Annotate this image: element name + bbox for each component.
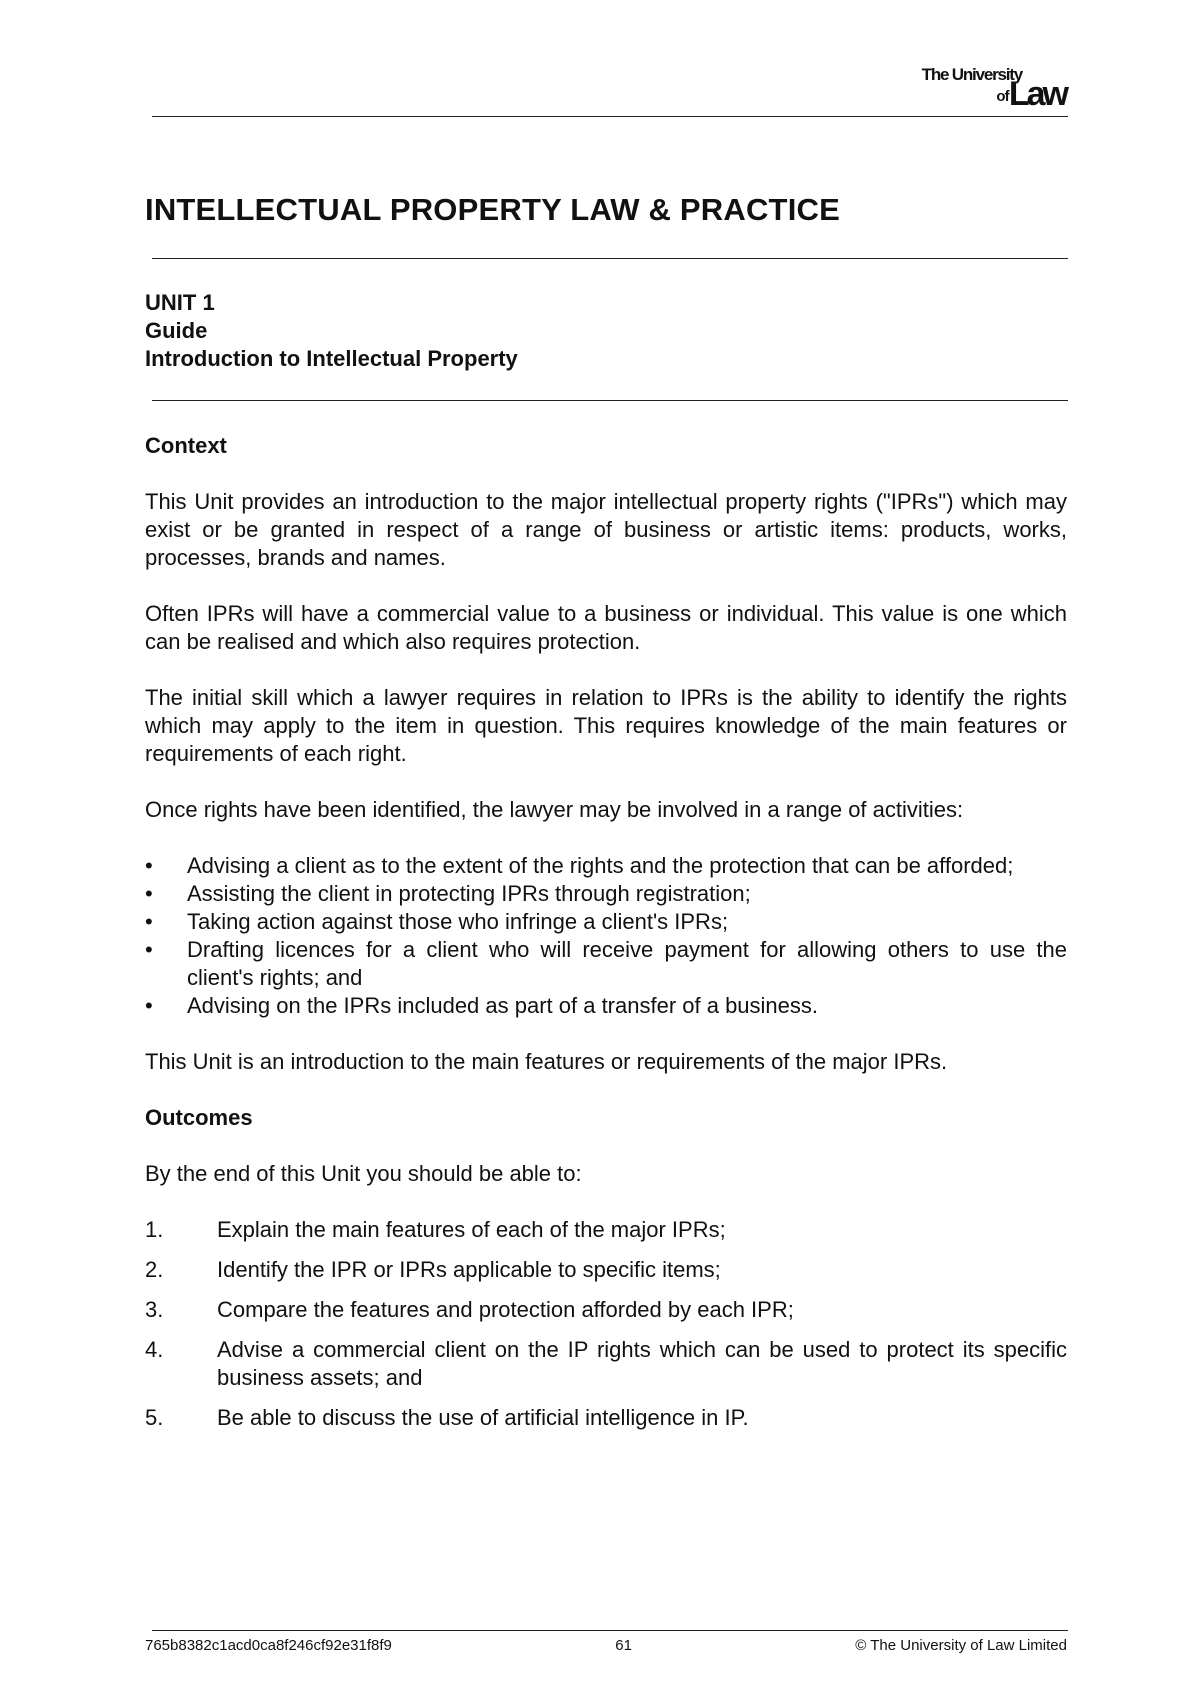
page-footer [145,1637,1067,1654]
unit-number: UNIT 1 [145,290,215,315]
unit-rule [152,400,1068,401]
item-number: 5. [145,1405,164,1430]
list-item [145,1296,1067,1324]
list-item [145,852,1067,880]
list-item [145,1256,1067,1284]
list-item-text: Advising on the IPRs included as part of a transfer of a business. [187,993,819,1018]
context-paragraph: This Unit provides an introduction to the major intellectual property rights ("IPRs") which may exist or be granted in respect of a range of business or artistic items: products, works, processes, brands and names. [145,489,1067,570]
context-heading: Context [145,433,227,458]
context-closing: This Unit is an introduction to the main features or requirements of the major IPRs. [145,1049,948,1074]
unit-type: Guide [145,318,208,343]
list-item [145,936,1067,992]
bullet-icon: • [145,993,153,1018]
list-item [145,992,1067,1020]
bullet-icon: • [145,881,153,906]
header-rule [152,116,1068,117]
logo-law-text: Law [1008,75,1066,113]
list-item-text: Taking action against those who infringe a client's IPRs; [187,909,729,934]
list-item [145,1404,1067,1432]
main-content [145,432,1067,1444]
unit-heading [145,289,518,373]
title-rule [152,258,1068,259]
list-item-text: Explain the main features of each of the major IPRs; [217,1217,726,1242]
list-item [145,880,1067,908]
bullet-icon: • [145,909,153,934]
item-number: 3. [145,1297,164,1322]
list-item-text: Identify the IPR or IPRs applicable to specific items; [217,1257,721,1282]
list-item-text: Advise a commercial client on the IP rights which can be used to protect its specific business assets; and [217,1337,1067,1390]
list-item [145,1336,1067,1392]
university-logo [922,66,1066,111]
activities-list [145,852,1067,1020]
bullet-icon: • [145,853,153,878]
context-paragraph: Often IPRs will have a commercial value to a business or individual. This value is one which can be realised and which also requires protection. [145,601,1067,654]
list-item-text: Compare the features and protection afforded by each IPR; [217,1297,794,1322]
list-item [145,908,1067,936]
copyright-notice: © The University of Law Limited [855,1637,1067,1654]
item-number: 1. [145,1217,164,1242]
logo-of-text: of [996,88,1009,105]
bullet-icon: • [145,937,153,962]
item-number: 4. [145,1337,164,1362]
context-paragraph: Once rights have been identified, the lawyer may be involved in a range of activities: [145,797,964,822]
list-item [145,1216,1067,1244]
list-item-text: Drafting licences for a client who will receive payment for allowing others to use the client's rights; and [187,937,1067,990]
outcomes-heading: Outcomes [145,1105,253,1130]
logo-university-text: The University [921,65,1022,84]
document-title: INTELLECTUAL PROPERTY LAW & PRACTICE [145,192,840,227]
list-item-text: Be able to discuss the use of artificial intelligence in IP. [217,1405,749,1430]
item-number: 2. [145,1257,164,1282]
list-item-text: Assisting the client in protecting IPRs through registration; [187,881,751,906]
footer-rule [152,1630,1068,1631]
outcomes-list [145,1216,1067,1432]
list-item-text: Advising a client as to the extent of the rights and the protection that can be afforded; [187,853,1014,878]
unit-name: Introduction to Intellectual Property [145,346,518,371]
context-paragraph: The initial skill which a lawyer requires in relation to IPRs is the ability to identify the rights which may apply to the item in question. This requires knowledge of the main features or requirements of each right. [145,685,1067,766]
outcomes-intro: By the end of this Unit you should be able to: [145,1161,582,1186]
page-number: 61 [615,1637,632,1654]
document-id: 765b8382c1acd0ca8f246cf92e31f8f9 [145,1637,392,1654]
